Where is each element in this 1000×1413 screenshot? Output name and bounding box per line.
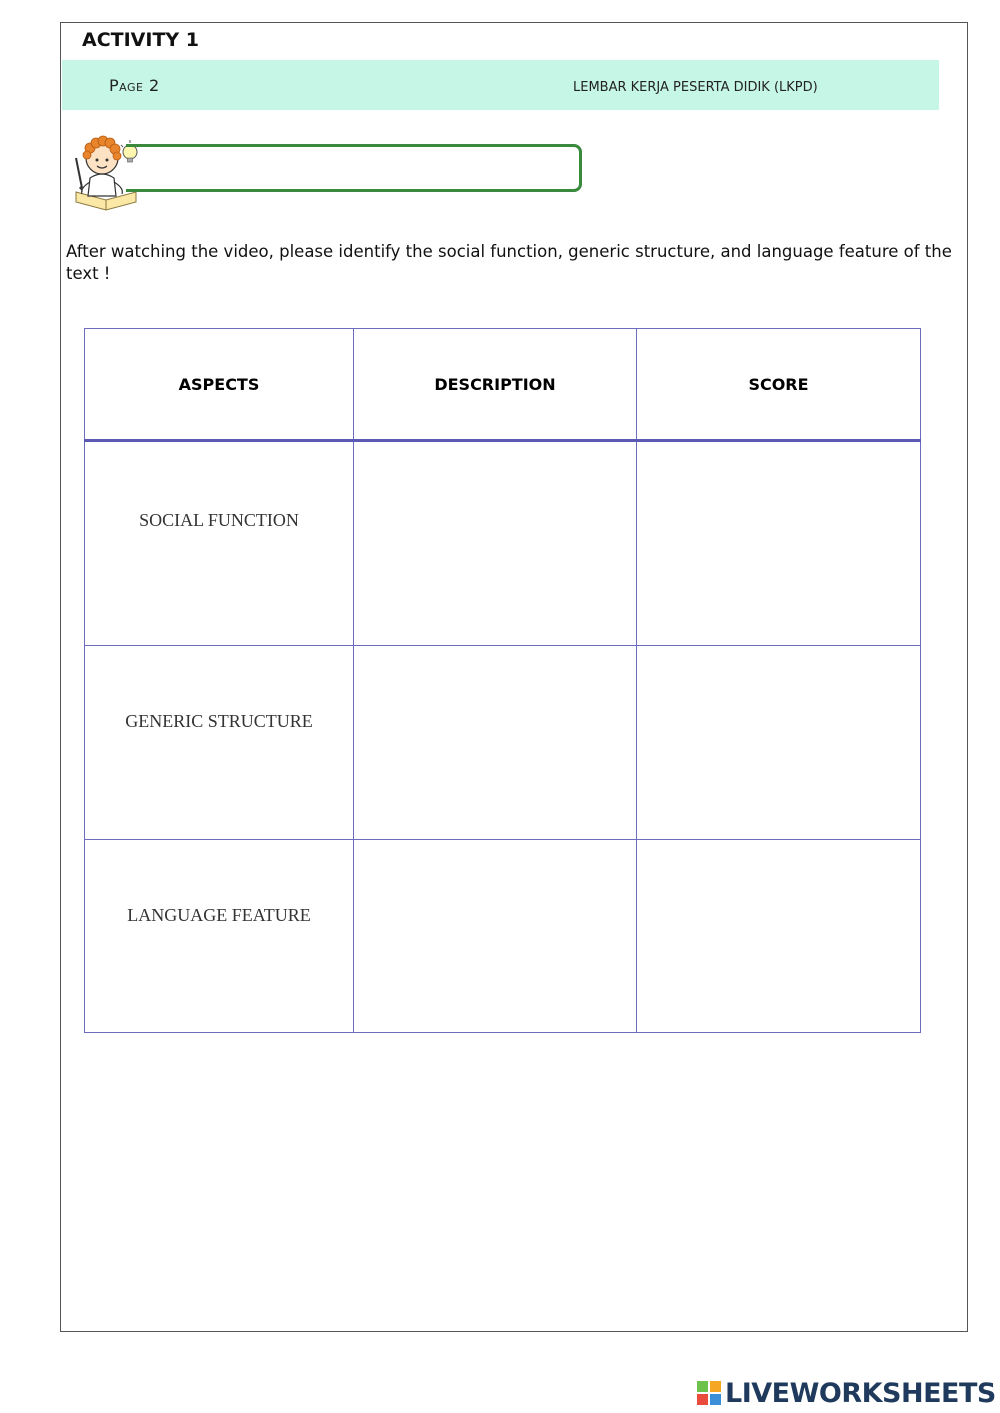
- brand-name: LIVEWORKSHEETS: [725, 1377, 996, 1409]
- score-cell-language-feature[interactable]: [637, 840, 921, 1033]
- aspect-language-feature: LANGUAGE FEATURE: [127, 905, 311, 925]
- liveworksheets-logo-icon: [697, 1381, 721, 1405]
- aspect-cell: [85, 646, 354, 840]
- header-description: DESCRIPTION: [354, 329, 637, 441]
- table-row: [85, 441, 921, 646]
- header-score: SCORE: [637, 329, 921, 441]
- liveworksheets-logo: [697, 1376, 996, 1410]
- score-cell-generic-structure[interactable]: [637, 646, 921, 840]
- table-header-row: [85, 329, 921, 441]
- table-row: [85, 840, 921, 1033]
- aspect-generic-structure: GENERIC STRUCTURE: [125, 711, 313, 731]
- description-cell-social-function[interactable]: [354, 441, 637, 646]
- instruction-text: After watching the video, please identify the social function, generic structure, and language feature of the text !: [66, 242, 952, 283]
- aspect-cell: [85, 840, 354, 1033]
- aspect-cell: [85, 441, 354, 646]
- aspects-table: [84, 328, 921, 1033]
- aspect-social-function: SOCIAL FUNCTION: [139, 510, 299, 530]
- description-cell-generic-structure[interactable]: [354, 646, 637, 840]
- description-cell-language-feature[interactable]: [354, 840, 637, 1033]
- table-row: [85, 646, 921, 840]
- page-label: Page 2: [109, 76, 160, 95]
- header-aspects: ASPECTS: [85, 329, 354, 441]
- activity-title-box: [126, 144, 582, 192]
- score-cell-social-function[interactable]: [637, 441, 921, 646]
- document-title: LEMBAR KERJA PESERTA DIDIK (LKPD): [573, 80, 818, 95]
- activity-heading: [68, 130, 588, 212]
- activity-title: ACTIVITY 1: [82, 29, 200, 51]
